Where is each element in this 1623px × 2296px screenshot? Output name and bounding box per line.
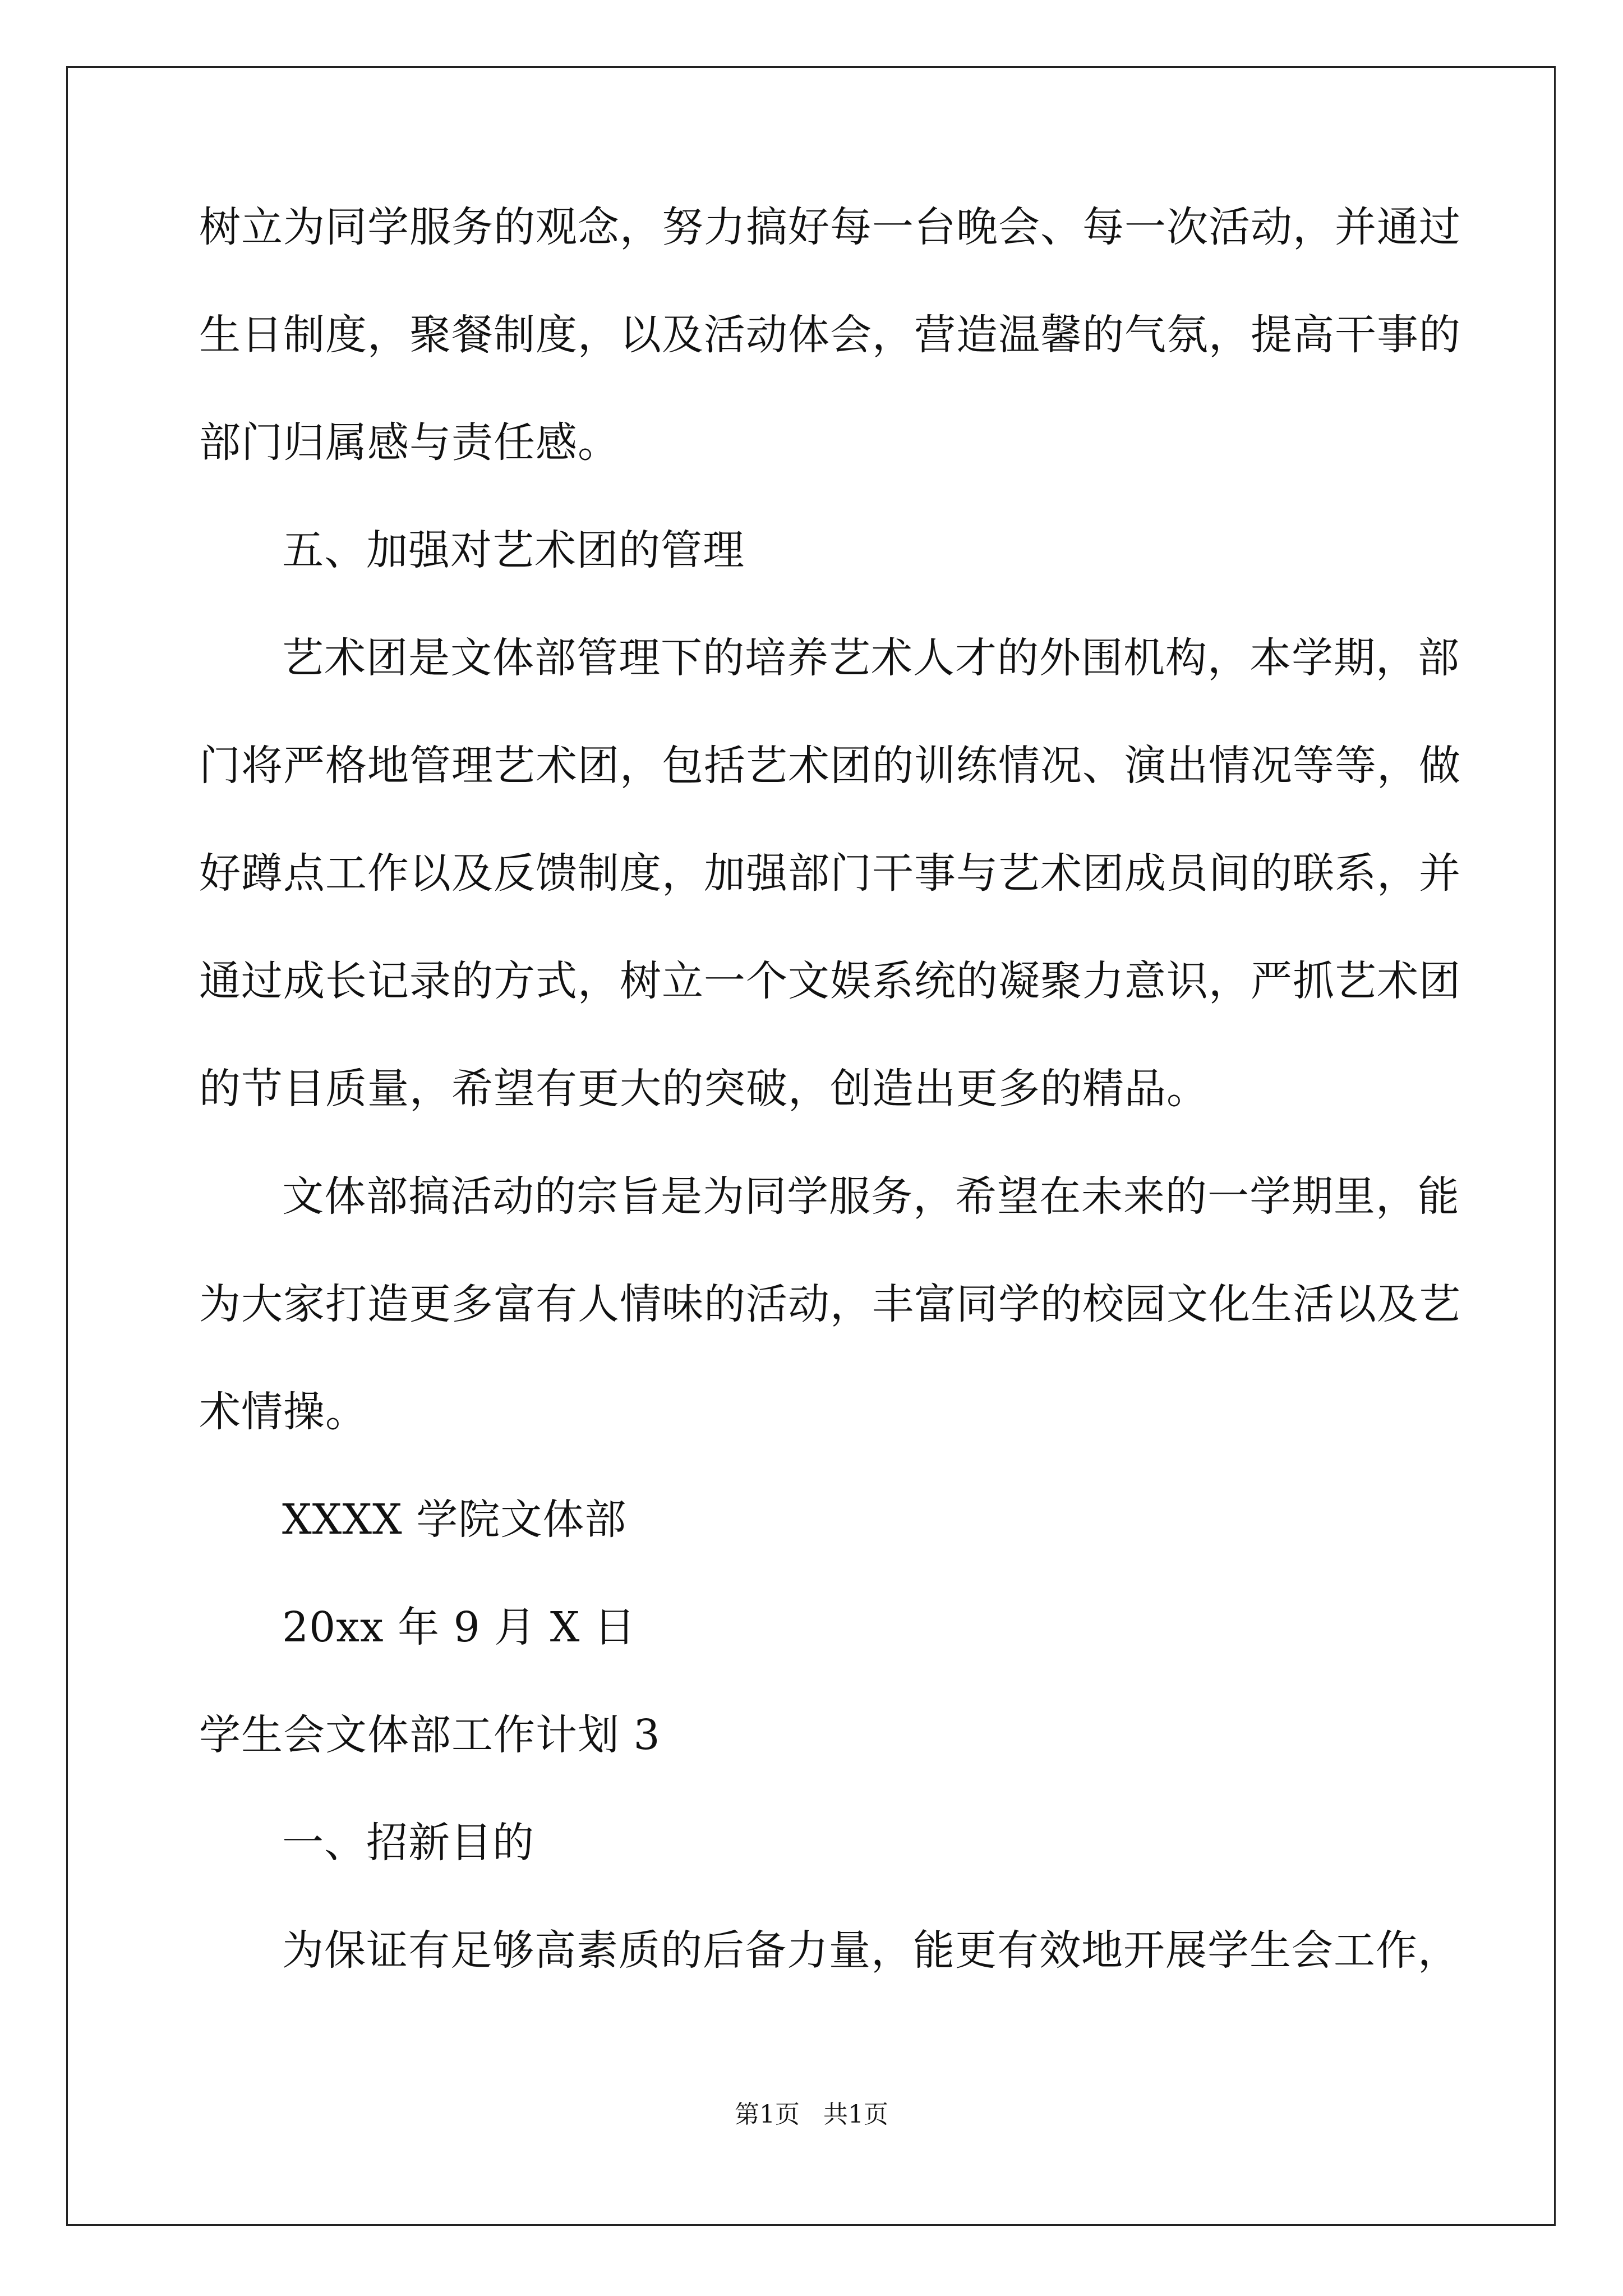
text-line-8: 通过成长记录的方式，树立一个文娱系统的凝聚力意识，严抓艺术团	[199, 957, 1461, 1005]
text-line-5: 艺术团是文体部管理下的培养艺术人才的外围机构，本学期，部	[282, 634, 1460, 682]
document-title: 学生会文体部工作计划 3	[199, 1711, 661, 1759]
text-line-2: 生日制度，聚餐制度，以及活动体会，营造温馨的气氛，提高干事的	[199, 311, 1461, 359]
text-line-3: 部门归属感与责任感。	[199, 418, 620, 467]
text-line-17: 为保证有足够高素质的后备力量，能更有效地开展学生会工作，	[282, 1926, 1460, 1975]
page-frame	[66, 66, 1556, 2226]
signature-org: XXXX 学院文体部	[282, 1496, 627, 1544]
signature-date: 20xx 年 9 月 X 日	[282, 1603, 637, 1651]
section-heading-5: 五、加强对艺术团的管理	[282, 526, 745, 574]
text-line-12: 术情操。	[199, 1388, 367, 1436]
text-line-11: 为大家打造更多富有人情味的活动，丰富同学的校园文化生活以及艺	[199, 1280, 1461, 1328]
page-footer: 第1页 共1页	[735, 2100, 888, 2129]
text-line-10: 文体部搞活动的宗旨是为同学服务，希望在未来的一学期里，能	[282, 1172, 1460, 1221]
text-line-1: 树立为同学服务的观念，努力搞好每一台晚会、每一次活动，并通过	[199, 203, 1461, 251]
section-heading-1: 一、招新目的	[282, 1819, 534, 1867]
text-line-6: 门将严格地管理艺术团，包括艺术团的训练情况、演出情况等等，做	[199, 742, 1461, 790]
text-line-7: 好蹲点工作以及反馈制度，加强部门干事与艺术团成员间的联系，并	[199, 849, 1461, 898]
text-line-9: 的节目质量，希望有更大的突破，创造出更多的精品。	[199, 1065, 1209, 1113]
